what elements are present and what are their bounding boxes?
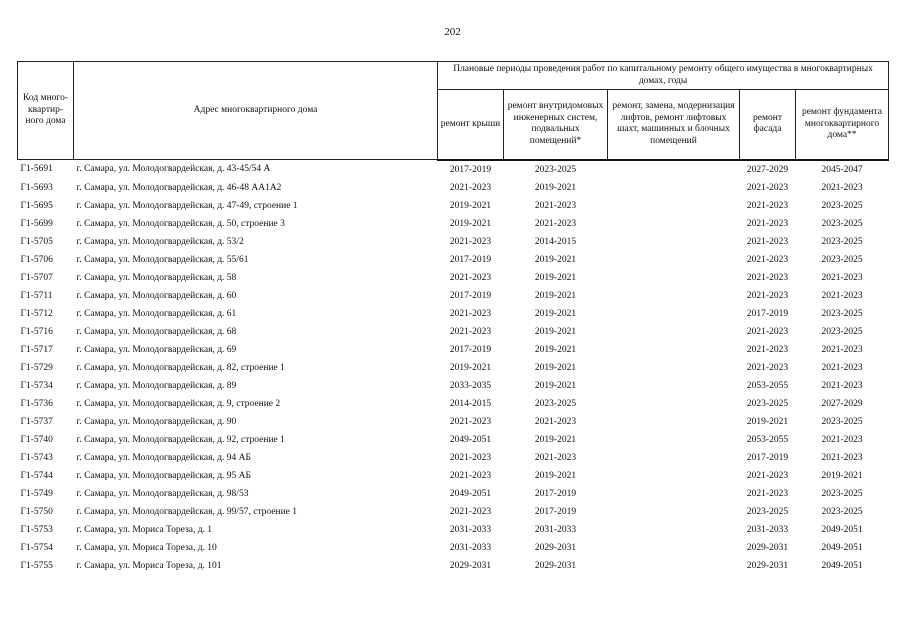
cell-code: Г1-5712 [20, 308, 53, 319]
cell-foundation: 2023-2025 [821, 416, 863, 427]
cell-address: г. Самара, ул. Мориса Тореза, д. 10 [76, 542, 217, 553]
cell-elevators [608, 395, 740, 413]
cell-roof: 2017-2019 [449, 164, 492, 175]
cell-code: Г1-5711 [20, 290, 53, 301]
table-row [18, 449, 889, 467]
cell-systems: 2021-2023 [534, 452, 577, 463]
cell-code: Г1-5734 [20, 380, 53, 391]
cell-systems: 2019-2021 [534, 290, 577, 301]
cell-address: г. Самара, ул. Молодогвардейская, д. 69 [76, 344, 237, 355]
cell-address: г. Самара, ул. Молодогвардейская, д. 60 [76, 290, 237, 301]
cell-address: г. Самара, ул. Молодогвардейская, д. 68 [76, 326, 237, 337]
cell-elevators [608, 431, 740, 449]
table-row [18, 521, 889, 539]
cell-foundation: 2021-2023 [821, 452, 863, 463]
cell-facade: 2021-2023 [746, 344, 789, 355]
cell-systems: 2023-2025 [534, 398, 577, 409]
cell-elevators [608, 359, 740, 377]
cell-code: Г1-5695 [20, 200, 53, 211]
cell-code: Г1-5755 [20, 560, 53, 571]
cell-facade: 2031-2033 [746, 524, 789, 535]
cell-elevators [608, 251, 740, 269]
cell-code: Г1-5749 [20, 488, 53, 499]
table-row [18, 557, 889, 575]
cell-address: г. Самара, ул. Молодогвардейская, д. 58 [76, 272, 237, 283]
cell-address: г. Самара, ул. Молодогвардейская, д. 61 [76, 308, 237, 319]
cell-elevators [608, 233, 740, 251]
cell-code: Г1-5706 [20, 254, 53, 265]
cell-facade: 2021-2023 [746, 362, 789, 373]
header-code: Код много-квартир-ного дома [18, 62, 74, 160]
cell-elevators [608, 557, 740, 575]
cell-code: Г1-5740 [20, 434, 53, 445]
cell-roof: 2017-2019 [449, 344, 492, 355]
cell-roof: 2031-2033 [449, 524, 492, 535]
table-body [18, 160, 889, 575]
cell-elevators [608, 539, 740, 557]
cell-code: Г1-5736 [20, 398, 53, 409]
cell-elevators [608, 521, 740, 539]
cell-address: г. Самара, ул. Молодогвардейская, д. 92, строение 1 [76, 434, 285, 445]
cell-address: г. Самара, ул. Молодогвардейская, д. 9, строение 2 [76, 398, 281, 409]
cell-address: г. Самара, ул. Молодогвардейская, д. 46-48 АА1А2 [76, 182, 282, 193]
cell-foundation: 2021-2023 [821, 362, 863, 373]
page-number: 202 [444, 26, 461, 38]
cell-roof: 2021-2023 [449, 470, 492, 481]
table-row [18, 413, 889, 431]
cell-systems: 2021-2023 [534, 416, 577, 427]
cell-roof: 2021-2023 [449, 506, 492, 517]
cell-code: Г1-5705 [20, 236, 53, 247]
cell-facade: 2017-2019 [746, 308, 789, 319]
cell-facade: 2019-2021 [746, 416, 789, 427]
cell-address: г. Самара, ул. Молодогвардейская, д. 47-49, строение 1 [76, 200, 298, 211]
cell-address: г. Самара, ул. Молодогвардейская, д. 43-45/54 А [76, 164, 271, 175]
cell-elevators [608, 377, 740, 395]
cell-foundation: 2049-2051 [821, 560, 863, 571]
cell-facade: 2029-2031 [746, 542, 789, 553]
cell-systems: 2023-2025 [534, 164, 577, 175]
cell-facade: 2021-2023 [746, 488, 789, 499]
cell-address: г. Самара, ул. Мориса Тореза, д. 101 [76, 560, 222, 571]
cell-roof: 2021-2023 [449, 236, 492, 247]
cell-facade: 2027-2029 [746, 164, 789, 175]
cell-foundation: 2023-2025 [821, 308, 863, 319]
cell-systems: 2017-2019 [534, 506, 577, 517]
cell-systems: 2019-2021 [534, 434, 577, 445]
table-row [18, 539, 889, 557]
cell-foundation: 2021-2023 [821, 380, 863, 391]
cell-roof: 2019-2021 [449, 200, 492, 211]
table-row [18, 160, 889, 179]
cell-foundation: 2021-2023 [821, 272, 863, 283]
cell-foundation: 2023-2025 [821, 236, 863, 247]
cell-code: Г1-5737 [20, 416, 53, 427]
table-row [18, 233, 889, 251]
cell-foundation: 2049-2051 [821, 542, 863, 553]
cell-code: Г1-5691 [20, 164, 53, 175]
cell-elevators [608, 160, 740, 179]
cell-systems: 2017-2019 [534, 488, 577, 499]
cell-roof: 2031-2033 [449, 542, 492, 553]
cell-systems: 2019-2021 [534, 308, 577, 319]
cell-foundation: 2021-2023 [821, 290, 863, 301]
cell-facade: 2029-2031 [746, 560, 789, 571]
cell-systems: 2029-2031 [534, 560, 577, 571]
cell-foundation: 2019-2021 [821, 470, 863, 481]
cell-facade: 2021-2023 [746, 218, 789, 229]
cell-code: Г1-5716 [20, 326, 53, 337]
cell-systems: 2014-2015 [534, 236, 577, 247]
cell-facade: 2021-2023 [746, 236, 789, 247]
cell-systems: 2019-2021 [534, 326, 577, 337]
cell-systems: 2019-2021 [534, 362, 577, 373]
cell-address: г. Самара, ул. Молодогвардейская, д. 89 [76, 380, 237, 391]
cell-roof: 2017-2019 [449, 290, 492, 301]
header-systems: ремонт внутридомовых инженерных систем, подвальных помещений* [504, 90, 608, 160]
table-row [18, 323, 889, 341]
table-row [18, 395, 889, 413]
cell-code: Г1-5699 [20, 218, 53, 229]
table-row [18, 197, 889, 215]
table-row [18, 485, 889, 503]
cell-address: г. Самара, ул. Молодогвардейская, д. 53/2 [76, 236, 244, 247]
cell-roof: 2021-2023 [449, 326, 492, 337]
table-row [18, 287, 889, 305]
cell-systems: 2019-2021 [534, 182, 577, 193]
cell-roof: 2014-2015 [449, 398, 492, 409]
cell-systems: 2019-2021 [534, 254, 577, 265]
cell-roof: 2021-2023 [449, 416, 492, 427]
table-row [18, 467, 889, 485]
cell-facade: 2021-2023 [746, 254, 789, 265]
cell-foundation: 2021-2023 [821, 344, 863, 355]
cell-systems: 2019-2021 [534, 344, 577, 355]
cell-foundation: 2023-2025 [821, 326, 863, 337]
cell-elevators [608, 413, 740, 431]
cell-address: г. Самара, ул. Молодогвардейская, д. 94 АБ [76, 452, 251, 463]
cell-systems: 2029-2031 [534, 542, 577, 553]
cell-roof: 2033-2035 [449, 380, 492, 391]
cell-roof: 2049-2051 [449, 488, 492, 499]
table-row [18, 431, 889, 449]
cell-code: Г1-5750 [20, 506, 53, 517]
cell-address: г. Самара, ул. Молодогвардейская, д. 82, строение 1 [76, 362, 285, 373]
cell-code: Г1-5729 [20, 362, 53, 373]
cell-roof: 2017-2019 [449, 254, 492, 265]
table-row [18, 341, 889, 359]
cell-roof: 2021-2023 [449, 308, 492, 319]
cell-facade: 2021-2023 [746, 326, 789, 337]
table-row [18, 215, 889, 233]
cell-code: Г1-5753 [20, 524, 53, 535]
cell-systems: 2031-2033 [534, 524, 577, 535]
cell-foundation: 2045-2047 [821, 164, 863, 175]
cell-foundation: 2021-2023 [821, 182, 863, 193]
cell-address: г. Самара, ул. Молодогвардейская, д. 95 АБ [76, 470, 251, 481]
table-row [18, 251, 889, 269]
cell-code: Г1-5744 [20, 470, 53, 481]
cell-roof: 2019-2021 [449, 218, 492, 229]
cell-elevators [608, 215, 740, 233]
cell-foundation: 2023-2025 [821, 200, 863, 211]
cell-elevators [608, 449, 740, 467]
cell-facade: 2021-2023 [746, 470, 789, 481]
cell-elevators [608, 287, 740, 305]
cell-elevators [608, 197, 740, 215]
header-facade: ремонт фасада [740, 90, 796, 160]
header-periods: Плановые периоды проведения работ по капитальному ремонту общего имущества в многоквартирных домах, годы [438, 62, 889, 90]
cell-address: г. Самара, ул. Молодогвардейская, д. 98/53 [76, 488, 249, 499]
table-row [18, 179, 889, 197]
cell-roof: 2021-2023 [449, 182, 492, 193]
table-row [18, 377, 889, 395]
cell-facade: 2023-2025 [746, 398, 789, 409]
cell-roof: 2021-2023 [449, 272, 492, 283]
cell-foundation: 2021-2023 [821, 434, 863, 445]
header-foundation: ремонт фундамента многоквартирного дома** [796, 90, 889, 160]
cell-facade: 2021-2023 [746, 200, 789, 211]
cell-systems: 2019-2021 [534, 380, 577, 391]
cell-facade: 2021-2023 [746, 272, 789, 283]
table-row [18, 503, 889, 521]
cell-elevators [608, 503, 740, 521]
cell-roof: 2049-2051 [449, 434, 492, 445]
cell-facade: 2021-2023 [746, 182, 789, 193]
cell-facade: 2023-2025 [746, 506, 789, 517]
cell-systems: 2019-2021 [534, 470, 577, 481]
header-address: Адрес многоквартирного дома [74, 62, 438, 160]
cell-roof: 2021-2023 [449, 452, 492, 463]
cell-elevators [608, 467, 740, 485]
cell-foundation: 2023-2025 [821, 506, 863, 517]
cell-foundation: 2023-2025 [821, 254, 863, 265]
cell-facade: 2017-2019 [746, 452, 789, 463]
cell-foundation: 2027-2029 [821, 398, 863, 409]
cell-code: Г1-5743 [20, 452, 53, 463]
cell-address: г. Самара, ул. Мориса Тореза, д. 1 [76, 524, 213, 535]
cell-facade: 2021-2023 [746, 290, 789, 301]
cell-systems: 2019-2021 [534, 272, 577, 283]
cell-elevators [608, 341, 740, 359]
cell-elevators [608, 179, 740, 197]
capital-repair-table [17, 61, 889, 575]
cell-facade: 2053-2055 [746, 434, 789, 445]
cell-systems: 2021-2023 [534, 218, 577, 229]
header-elevators: ремонт, замена, модернизация лифтов, ремонт лифтовых шахт, машинных и блочных помещений [608, 90, 740, 160]
cell-code: Г1-5707 [20, 272, 53, 283]
cell-facade: 2053-2055 [746, 380, 789, 391]
cell-roof: 2019-2021 [449, 362, 492, 373]
table-row [18, 269, 889, 287]
cell-code: Г1-5693 [20, 182, 53, 193]
cell-foundation: 2023-2025 [821, 488, 863, 499]
cell-elevators [608, 269, 740, 287]
cell-address: г. Самара, ул. Молодогвардейская, д. 99/57, строение 1 [76, 506, 298, 517]
cell-address: г. Самара, ул. Молодогвардейская, д. 55/61 [76, 254, 249, 265]
table-row [18, 359, 889, 377]
cell-systems: 2021-2023 [534, 200, 577, 211]
header-roof: ремонт крыши [438, 90, 504, 160]
cell-elevators [608, 485, 740, 503]
table-row [18, 305, 889, 323]
cell-foundation: 2049-2051 [821, 524, 863, 535]
cell-roof: 2029-2031 [449, 560, 492, 571]
cell-address: г. Самара, ул. Молодогвардейская, д. 50, строение 3 [76, 218, 285, 229]
cell-code: Г1-5754 [20, 542, 53, 553]
cell-code: Г1-5717 [20, 344, 53, 355]
cell-elevators [608, 323, 740, 341]
cell-foundation: 2023-2025 [821, 218, 863, 229]
cell-address: г. Самара, ул. Молодогвардейская, д. 90 [76, 416, 237, 427]
cell-elevators [608, 305, 740, 323]
